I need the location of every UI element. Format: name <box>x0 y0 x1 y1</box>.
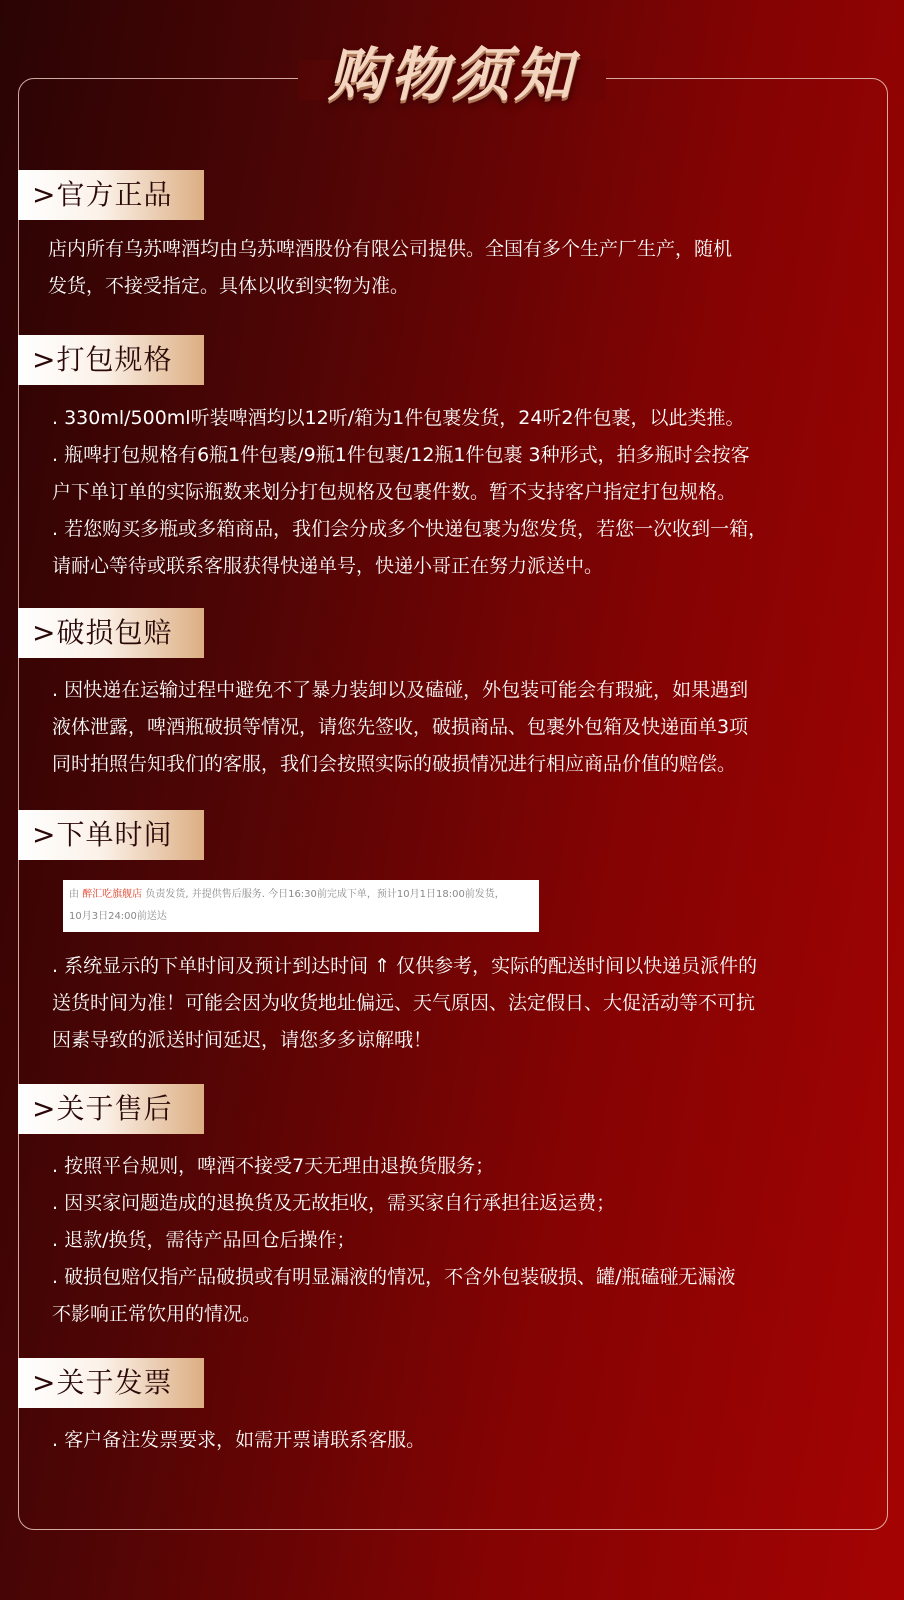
body-line: . 客户备注发票要求，如需开票请联系客服。 <box>52 1429 426 1451</box>
order-time-screenshot <box>63 880 539 932</box>
section-heading-after-sales: >关于售后 <box>18 1084 204 1134</box>
section-heading-damage: >破损包赔 <box>18 608 204 658</box>
body-line: . 若您购买多瓶或多箱商品，我们会分成多个快递包裹为您发货，若您一次收到一箱， <box>52 518 768 540</box>
section-body-after-sales <box>52 1148 872 1333</box>
body-line: . 破损包赔仅指产品破损或有明显漏液的情况，不含外包装破损、罐/瓶磕碰无漏液 <box>52 1266 736 1288</box>
order-snippet-prefix: 由 <box>69 889 83 900</box>
section-body-order-time <box>52 948 872 1059</box>
shop-name-link: 醉汇吃旗舰店 <box>82 889 143 900</box>
section-body-invoice <box>52 1422 872 1459</box>
section-heading-order-time: >下单时间 <box>18 810 204 860</box>
body-line: 发货，不接受指定。具体以收到实物为准。 <box>48 275 410 297</box>
section-body-packaging <box>52 400 872 585</box>
body-line: 因素导致的派送时间延迟，请您多多谅解哦！ <box>52 1029 433 1051</box>
order-snippet-line1 <box>69 884 533 906</box>
body-line: . 退款/换货，需待产品回仓后操作； <box>52 1229 356 1251</box>
section-body-official <box>48 231 868 305</box>
order-snippet-text: 负责发货, 并提供售后服务. 今日16:30前完成下单，预计10月1日18:00前发货， <box>142 889 505 900</box>
body-line: . 330ml/500ml听装啤酒均以12听/箱为1件包裹发货，24听2件包裹，以此类推。 <box>52 407 745 429</box>
order-snippet-line2: 10月3日24:00前送达 <box>69 911 167 922</box>
body-line: 店内所有乌苏啤酒均由乌苏啤酒股份有限公司提供。全国有多个生产厂生产，随机 <box>48 238 733 260</box>
body-line: 户下单订单的实际瓶数来划分打包规格及包裹件数。暂不支持客户指定打包规格。 <box>52 481 737 503</box>
body-line: . 系统显示的下单时间及预计到达时间 ⇑ 仅供参考，实际的配送时间以快递员派件的 <box>52 955 758 977</box>
section-heading-packaging: >打包规格 <box>18 335 204 385</box>
section-heading-official: >官方正品 <box>18 170 204 220</box>
body-line: . 因快递在运输过程中避免不了暴力装卸以及磕碰，外包装可能会有瑕疵，如果遇到 <box>52 679 749 701</box>
section-body-damage <box>52 672 872 783</box>
body-line: . 按照平台规则，啤酒不接受7天无理由退换货服务； <box>52 1155 495 1177</box>
body-line: 送货时间为准！可能会因为收货地址偏远、天气原因、法定假日、大促活动等不可抗 <box>52 992 756 1014</box>
body-line: . 因买家问题造成的退换货及无故拒收，需买家自行承担往返运费； <box>52 1192 616 1214</box>
section-heading-invoice: >关于发票 <box>18 1358 204 1408</box>
body-line: 请耐心等待或联系客服获得快递单号，快递小哥正在努力派送中。 <box>52 555 604 577</box>
body-line: 不影响正常饮用的情况。 <box>52 1303 262 1325</box>
body-line: 同时拍照告知我们的客服，我们会按照实际的破损情况进行相应商品价值的赔偿。 <box>52 753 737 775</box>
body-line: 液体泄露，啤酒瓶破损等情况，请您先签收，破损商品、包裹外包箱及快递面单3项 <box>52 716 749 738</box>
body-line: . 瓶啤打包规格有6瓶1件包裹/9瓶1件包裹/12瓶1件包裹 3种形式，拍多瓶时会按客 <box>52 444 750 466</box>
page-title: 购物须知 <box>327 41 576 109</box>
